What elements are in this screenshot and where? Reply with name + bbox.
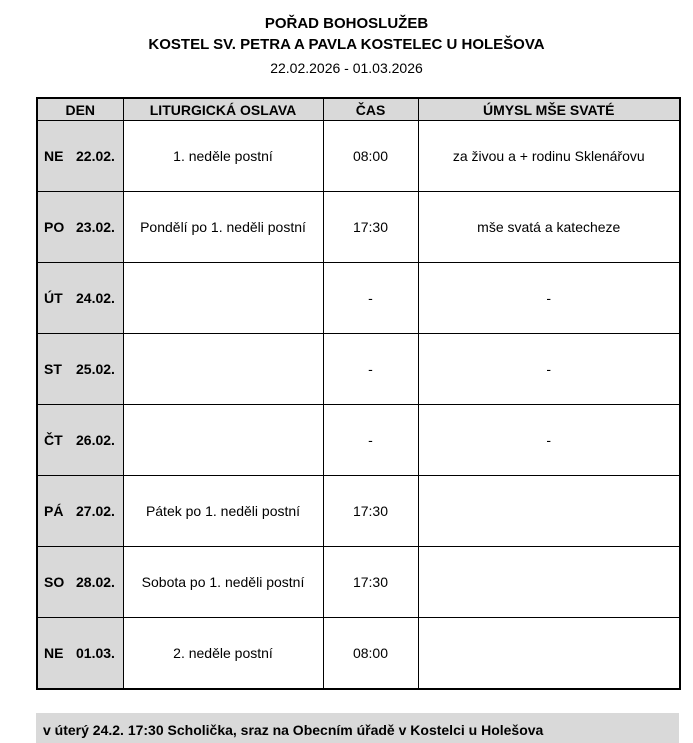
day-date: 26.02. [76, 432, 115, 448]
celebration-cell: 2. neděle postní [123, 618, 323, 690]
day-cell [37, 476, 123, 547]
celebration-cell: Sobota po 1. neděli postní [123, 547, 323, 618]
time-cell: 17:30 [323, 192, 418, 263]
time-cell: 17:30 [323, 476, 418, 547]
day-cell [37, 263, 123, 334]
celebration-cell [123, 263, 323, 334]
day-cell [37, 618, 123, 690]
day-abbr: SO [44, 574, 65, 590]
intention-cell: - [418, 405, 680, 476]
day-abbr: PO [44, 219, 65, 235]
time-cell: - [323, 263, 418, 334]
intention-cell [418, 476, 680, 547]
celebration-cell [123, 334, 323, 405]
celebration-cell: 1. neděle postní [123, 121, 323, 192]
intention-cell: - [418, 334, 680, 405]
table-row [37, 405, 680, 476]
time-cell: - [323, 334, 418, 405]
intention-cell: mše svatá a katecheze [418, 192, 680, 263]
table-row [37, 618, 680, 690]
table-header-row [37, 98, 680, 121]
day-abbr: ÚT [44, 290, 63, 306]
day-date: 22.02. [76, 148, 115, 164]
day-date: 24.02. [76, 290, 115, 306]
time-cell: - [323, 405, 418, 476]
table-row [37, 476, 680, 547]
celebration-cell: Pondělí po 1. neděli postní [123, 192, 323, 263]
schedule-table [36, 97, 681, 690]
table-row [37, 547, 680, 618]
day-cell [37, 121, 123, 192]
day-date: 01.03. [76, 645, 115, 661]
column-header-time: ČAS [323, 98, 418, 121]
intention-cell: - [418, 263, 680, 334]
column-header-intention: ÚMYSL MŠE SVATÉ [418, 98, 680, 121]
day-abbr: PÁ [44, 503, 64, 519]
church-name: KOSTEL SV. PETRA A PAVLA KOSTELEC U HOLEŠOVA [148, 36, 545, 53]
table-row [37, 263, 680, 334]
date-range: 22.02.2026 - 01.03.2026 [270, 60, 423, 76]
column-header-celebration: LITURGICKÁ OSLAVA [123, 98, 323, 121]
day-abbr: ST [44, 361, 62, 377]
day-cell [37, 405, 123, 476]
intention-cell [418, 547, 680, 618]
table-row [37, 334, 680, 405]
day-cell [37, 192, 123, 263]
table-row [37, 192, 680, 263]
day-cell [37, 547, 123, 618]
time-cell: 08:00 [323, 121, 418, 192]
footer-note: v úterý 24.2. 17:30 Scholička, sraz na Obecním úřadě v Kostelci u Holešova [36, 713, 679, 743]
time-cell: 17:30 [323, 547, 418, 618]
intention-cell [418, 618, 680, 690]
day-date: 23.02. [76, 219, 115, 235]
time-cell: 08:00 [323, 618, 418, 690]
day-abbr: NE [44, 148, 64, 164]
celebration-cell [123, 405, 323, 476]
day-date: 25.02. [76, 361, 115, 377]
day-date: 27.02. [76, 503, 115, 519]
day-abbr: NE [44, 645, 64, 661]
celebration-cell: Pátek po 1. neděli postní [123, 476, 323, 547]
table-row [37, 121, 680, 192]
day-cell [37, 334, 123, 405]
day-date: 28.02. [76, 574, 115, 590]
page-title: POŘAD BOHOSLUŽEB [264, 15, 429, 32]
intention-cell: za živou a + rodinu Sklenářovu [418, 121, 680, 192]
document-header [0, 13, 693, 78]
column-header-day: DEN [37, 98, 123, 121]
day-abbr: ČT [44, 432, 63, 448]
